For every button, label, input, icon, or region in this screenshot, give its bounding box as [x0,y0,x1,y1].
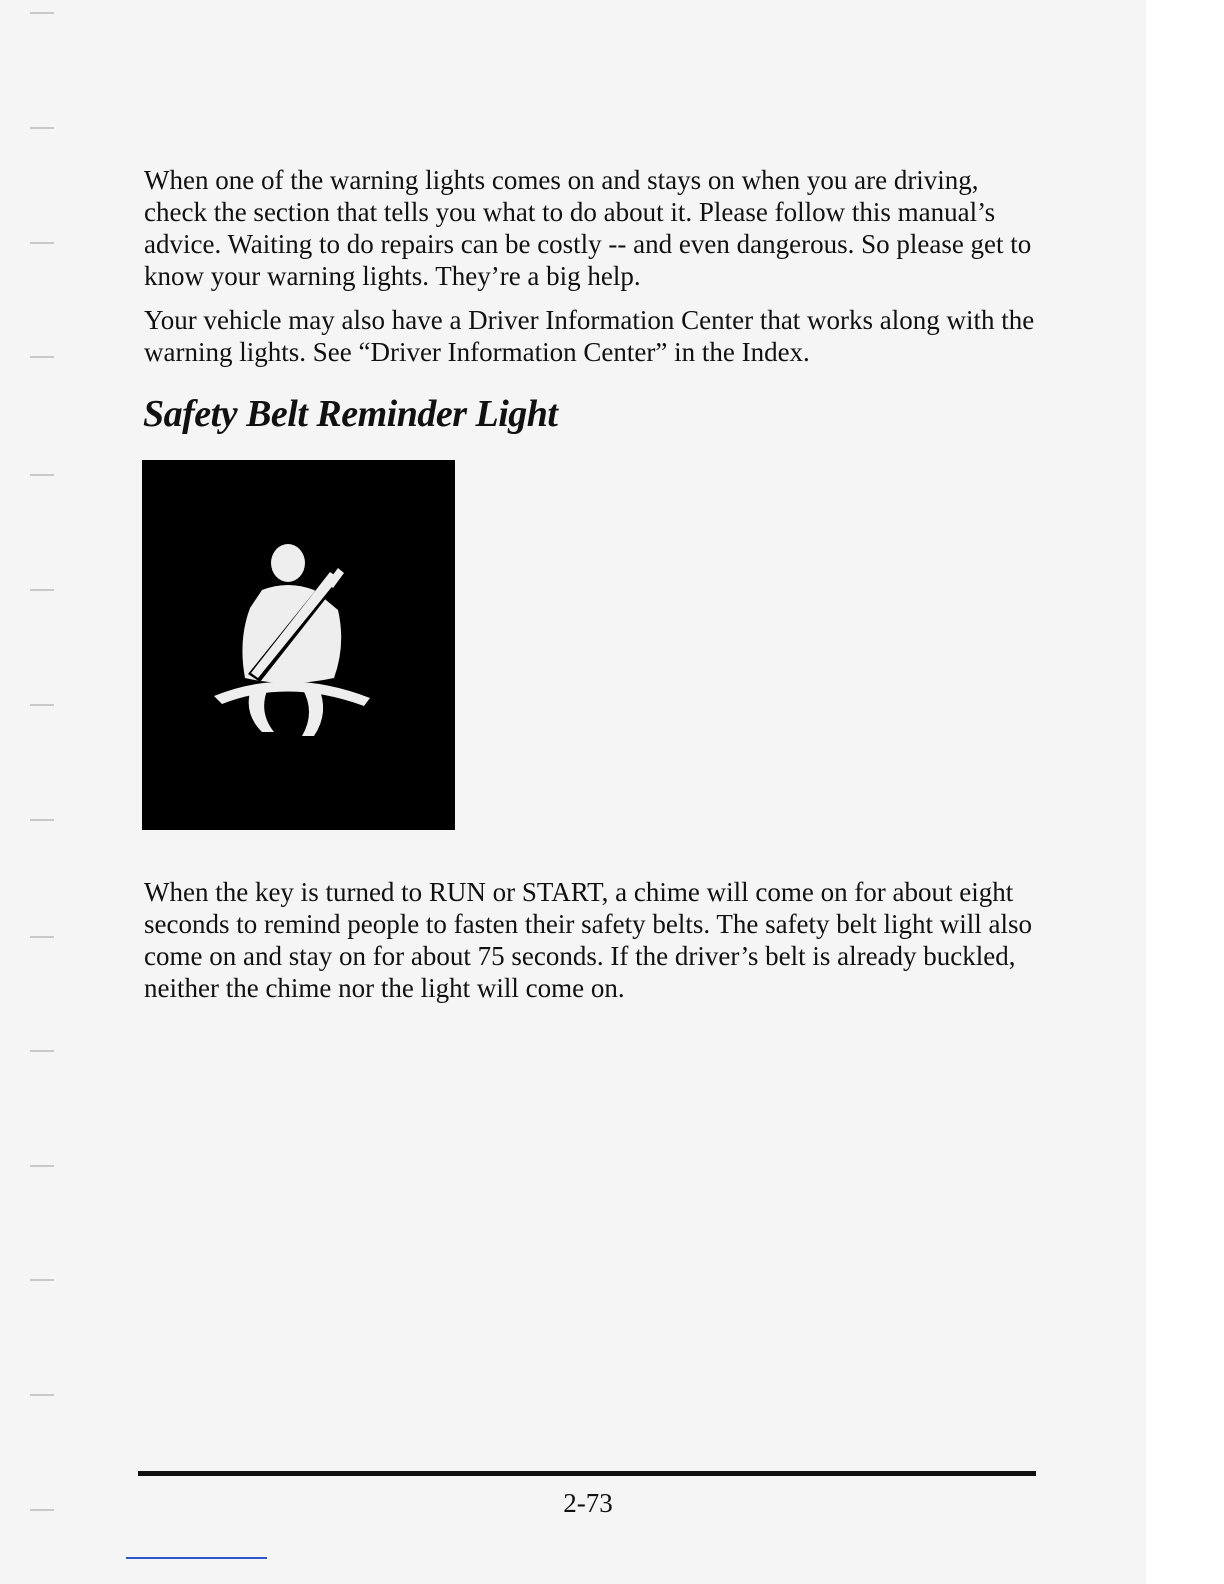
margin-tick [30,936,54,938]
margin-tick [30,474,54,476]
margin-tick [30,589,54,591]
intro-paragraph: When one of the warning lights comes on and stays on when you are driving, check the section that tells you what to do about it. Please follow this manual’s advice. Waiting to do repairs can be costly -- and even dangerous. So please get to know your warning lights. They’re a big help. [144,165,1032,291]
margin-tick [30,356,54,358]
margin-tick [30,1509,54,1511]
margin-tick [30,12,54,14]
margin-tick [30,1165,54,1167]
section-heading: Safety Belt Reminder Light [143,393,558,435]
driver-info-paragraph: Your vehicle may also have a Driver Information Center that works along with the warning lights. See “Driver Information Center” in the Index. [144,305,1035,367]
seatbelt-person-icon [142,460,455,830]
margin-tick [30,242,54,244]
link-underline [126,1557,267,1559]
margin-tick [30,704,54,706]
margin-tick [30,1394,54,1396]
page-number: 2-73 [563,1488,613,1518]
margin-tick [30,1279,54,1281]
chime-description-paragraph: When the key is turned to RUN or START, a chime will come on for about eight seconds to remind people to fasten their safety belts. The safety belt light will also come on and stay on for about 75 seconds. If the driver’s belt is already buckled, neither the chime nor the light will come on. [144,877,1033,1003]
footer-rule [138,1471,1036,1476]
margin-tick [30,1050,54,1052]
margin-tick [30,127,54,129]
margin-tick [30,819,54,821]
seatbelt-warning-figure [142,460,455,830]
